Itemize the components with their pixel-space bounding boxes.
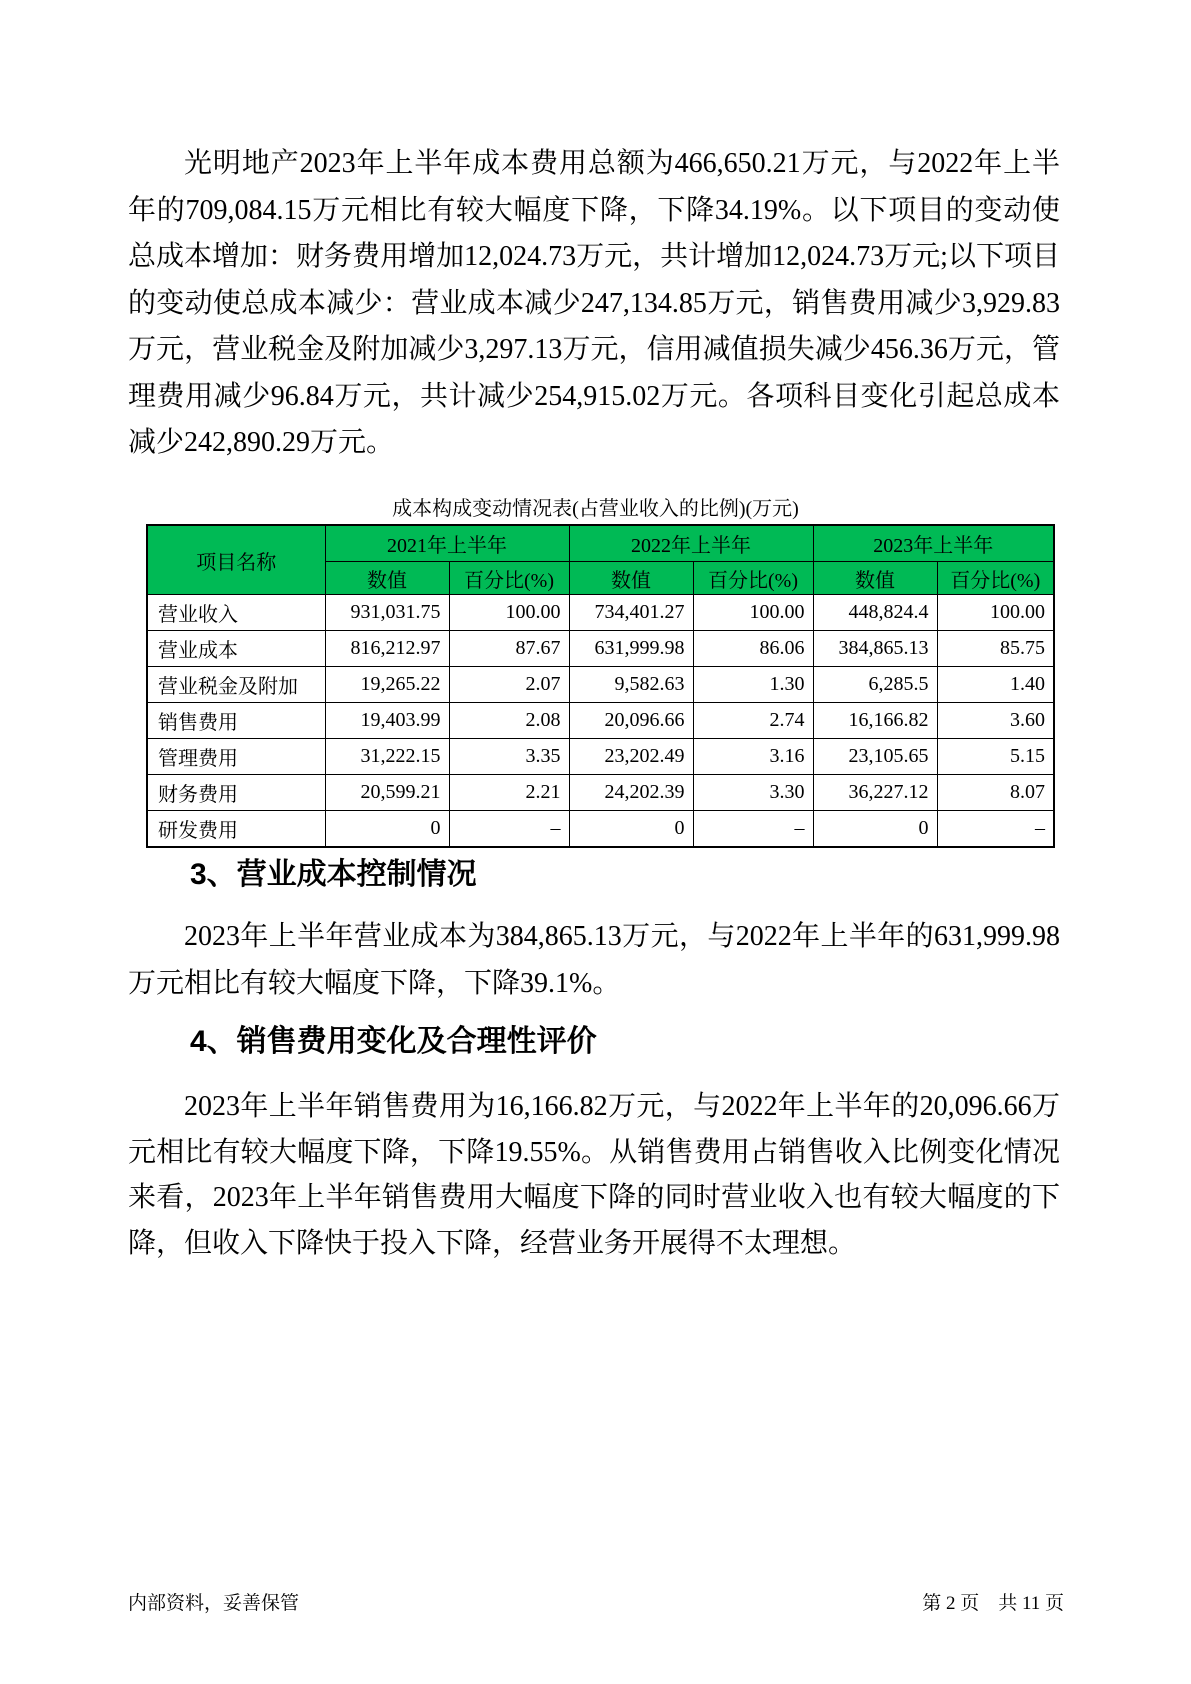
table-row [147, 667, 1054, 703]
section-4-paragraph: 2023年上半年销售费用为16,166.82万元，与2022年上半年的20,096.66万元相比有较大幅度下降，下降19.55%。从销售费用占销售收入比例变化情况来看，2023年上半年销售费用大幅度下降的同时营业收入也有较大幅度的下降，但收入下降快于投入下降，经营业务开展得不太理想。 [128, 1091, 1060, 1259]
intro-paragraph: 光明地产2023年上半年成本费用总额为466,650.21万元，与2022年上半年的709,084.15万元相比有较大幅度下降，下降34.19%。以下项目的变动使总成本增加：财务费用增加12,024.73万元，共计增加12,024.73万元;以下项目的变动使总成本减少：营业成本减少247,134.85万元，销售费用减少3,929.83万元，营业税金及附加减少3,297.13万元，信用减值损失减少456.36万元，管理费用减少96.84万元，共计减少254,915.02万元。各项科目变化引起总成本减少242,890.29万元。 [128, 148, 1060, 458]
value-cell: 931,031.75 [325, 595, 449, 631]
percent-cell: 1.40 [937, 667, 1054, 703]
value-cell: 631,999.98 [569, 631, 693, 667]
table-row [147, 595, 1054, 631]
percent-cell: 2.07 [449, 667, 569, 703]
value-cell: 16,166.82 [813, 703, 937, 739]
page-footer [128, 1588, 1064, 1615]
value-cell: 31,222.15 [325, 739, 449, 775]
value-cell: 734,401.27 [569, 595, 693, 631]
cost-table-header [147, 525, 1054, 595]
percent-cell: 3.16 [693, 739, 813, 775]
percent-cell: 2.21 [449, 775, 569, 811]
value-cell: 19,265.22 [325, 667, 449, 703]
table-row [147, 739, 1054, 775]
value-cell: 0 [325, 811, 449, 848]
table-row [147, 703, 1054, 739]
value-header-2021: 数值 [325, 562, 449, 595]
value-cell: 9,582.63 [569, 667, 693, 703]
percent-cell: – [937, 811, 1054, 848]
year-2022-header: 2022年上半年 [569, 525, 813, 562]
percent-cell: 2.74 [693, 703, 813, 739]
percent-cell: 3.60 [937, 703, 1054, 739]
value-cell: 384,865.13 [813, 631, 937, 667]
value-cell: 448,824.4 [813, 595, 937, 631]
percent-cell: – [449, 811, 569, 848]
percent-cell: – [693, 811, 813, 848]
percent-cell: 100.00 [937, 595, 1054, 631]
value-header-2023: 数值 [813, 562, 937, 595]
percent-cell: 1.30 [693, 667, 813, 703]
percent-cell: 100.00 [449, 595, 569, 631]
value-cell: 6,285.5 [813, 667, 937, 703]
value-cell: 0 [813, 811, 937, 848]
value-cell: 0 [569, 811, 693, 848]
row-label: 财务费用 [147, 775, 325, 811]
percent-cell: 3.30 [693, 775, 813, 811]
percent-cell: 2.08 [449, 703, 569, 739]
cost-table [146, 524, 1055, 848]
value-cell: 24,202.39 [569, 775, 693, 811]
percent-cell: 5.15 [937, 739, 1054, 775]
value-cell: 36,227.12 [813, 775, 937, 811]
percent-cell: 87.67 [449, 631, 569, 667]
row-label: 营业成本 [147, 631, 325, 667]
value-cell: 19,403.99 [325, 703, 449, 739]
row-label: 营业税金及附加 [147, 667, 325, 703]
row-label: 研发费用 [147, 811, 325, 848]
row-label: 销售费用 [147, 703, 325, 739]
value-cell: 23,105.65 [813, 739, 937, 775]
section-4-heading: 4、销售费用变化及合理性评价 [190, 1025, 597, 1058]
value-cell: 23,202.49 [569, 739, 693, 775]
footer-page-number: 第 2 页 共 11 页 [922, 1593, 1064, 1614]
value-cell: 816,212.97 [325, 631, 449, 667]
cost-table-body [147, 595, 1054, 848]
table-title: 成本构成变动情况表(占营业收入的比例)(万元) [392, 498, 799, 520]
row-label: 管理费用 [147, 739, 325, 775]
section-3-heading: 3、营业成本控制情况 [190, 858, 477, 891]
value-cell: 20,096.66 [569, 703, 693, 739]
item-name-header: 项目名称 [147, 525, 325, 595]
percent-cell: 3.35 [449, 739, 569, 775]
percent-cell: 100.00 [693, 595, 813, 631]
table-row [147, 775, 1054, 811]
percent-cell: 8.07 [937, 775, 1054, 811]
percent-header-2022: 百分比(%) [693, 562, 813, 595]
value-header-2022: 数值 [569, 562, 693, 595]
table-row [147, 811, 1054, 848]
value-cell: 20,599.21 [325, 775, 449, 811]
percent-header-2021: 百分比(%) [449, 562, 569, 595]
row-label: 营业收入 [147, 595, 325, 631]
section-3-paragraph: 2023年上半年营业成本为384,865.13万元，与2022年上半年的631,999.98万元相比有较大幅度下降，下降39.1%。 [128, 921, 1060, 999]
year-2023-header: 2023年上半年 [813, 525, 1054, 562]
percent-cell: 86.06 [693, 631, 813, 667]
year-2021-header: 2021年上半年 [325, 525, 569, 562]
percent-cell: 85.75 [937, 631, 1054, 667]
percent-header-2023: 百分比(%) [937, 562, 1054, 595]
table-row [147, 631, 1054, 667]
footer-confidential-note: 内部资料，妥善保管 [128, 1593, 300, 1614]
table-header-row-years [147, 525, 1054, 562]
